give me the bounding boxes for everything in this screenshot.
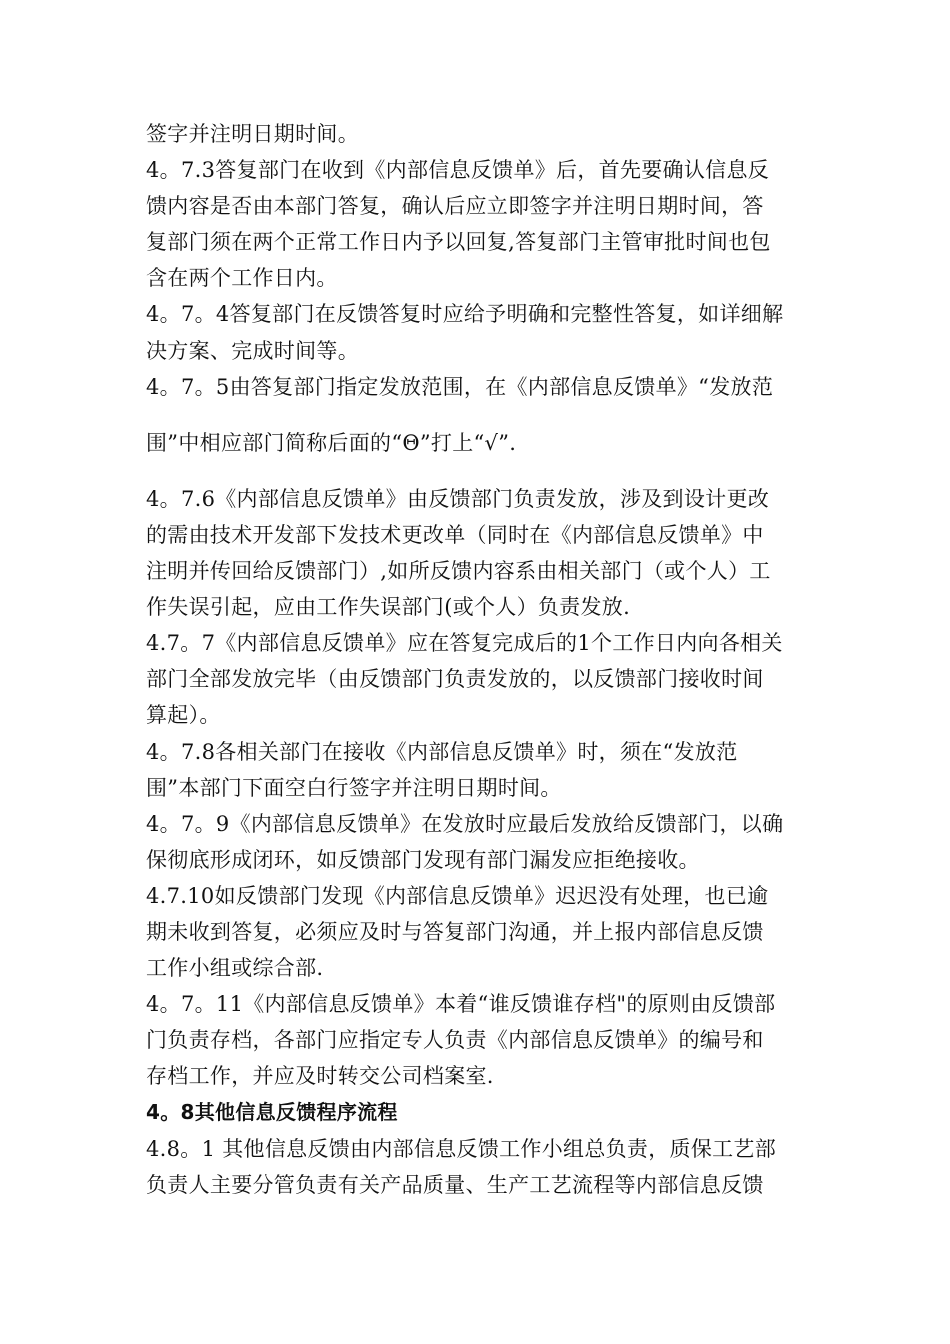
text-line: 的需由技术开发部下发技术更改单（同时在《内部信息反馈单》中: [146, 522, 764, 547]
text-line: 4.7.10如反馈部门发现《内部信息反馈单》迟迟没有处理，也已逾: [146, 883, 769, 908]
text-line: 4。7。4答复部门在反馈答复时应给予明确和完整性答复，如详细解: [146, 302, 784, 327]
text-line: 含在两个工作日内。: [146, 266, 338, 291]
text-line: 算起）。: [146, 703, 221, 728]
text-line: 存档工作，并应及时转交公司档案室.: [146, 1064, 494, 1089]
text-line: 签字并注明日期时间。: [146, 122, 359, 146]
text-line: 期未收到答复，必须应及时与答复部门沟通，并上报内部信息反馈: [146, 919, 764, 944]
text-line: 4。7。11《内部信息反馈单》本着“谁反馈谁存档"的原则由反馈部: [146, 992, 776, 1017]
text-line: 作失误引起，应由工作失误部门(或个人）负责发放.: [146, 595, 631, 620]
text-line: 4。7。9《内部信息反馈单》在发放时应最后发放给反馈部门，以确: [146, 811, 784, 836]
text-line: 4.7。7《内部信息反馈单》应在答复完成后的1个工作日内向各相关: [146, 631, 783, 656]
text-line: 4.8。1 其他信息反馈由内部信息反馈工作小组总负责，质保工艺部: [146, 1136, 777, 1161]
text-line: 部门全部发放完毕（由反馈部门负责发放的，以反馈部门接收时间: [146, 667, 764, 692]
text-line: 4。7。5由答复部门指定发放范围，在《内部信息反馈单》“发放范: [146, 374, 774, 399]
text-line: 决方案、完成时间等。: [146, 338, 359, 363]
text-line: 复部门须在两个正常工作日内予以回复,答复部门主管审批时间也包: [146, 230, 771, 255]
text-line: 围”中相应部门简称后面的“Θ”打上“√”.: [146, 430, 517, 455]
text-line: 工作小组或综合部.: [146, 956, 324, 981]
text-line: 注明并传回给反馈部门）,如所反馈内容系由相关部门（或个人）工: [146, 559, 771, 584]
document-body: [146, 116, 806, 1203]
text-line: 门负责存档，各部门应指定专人负责《内部信息反馈单》的编号和: [146, 1028, 764, 1053]
text-line: 负责人主要分管负责有关产品质量、生产工艺流程等内部信息反馈: [146, 1172, 764, 1197]
text-line: 4。7.8各相关部门在接收《内部信息反馈单》时，须在“发放范: [146, 739, 738, 764]
text-line: 4。7.6《内部信息反馈单》由反馈部门负责发放，涉及到设计更改: [146, 486, 770, 511]
text-line: 馈内容是否由本部门答复，确认后应立即签字并注明日期时间，答: [146, 194, 764, 219]
text-line: 围”本部门下面空白行签字并注明日期时间。: [146, 775, 562, 800]
text-line: 保彻底形成闭环，如反馈部门发现有部门漏发应拒绝接收。: [146, 847, 700, 872]
text-line: 4。7.3答复部门在收到《内部信息反馈单》后，首先要确认信息反: [146, 158, 770, 183]
section-heading: 4。8其他信息反馈程序流程: [146, 1100, 398, 1125]
